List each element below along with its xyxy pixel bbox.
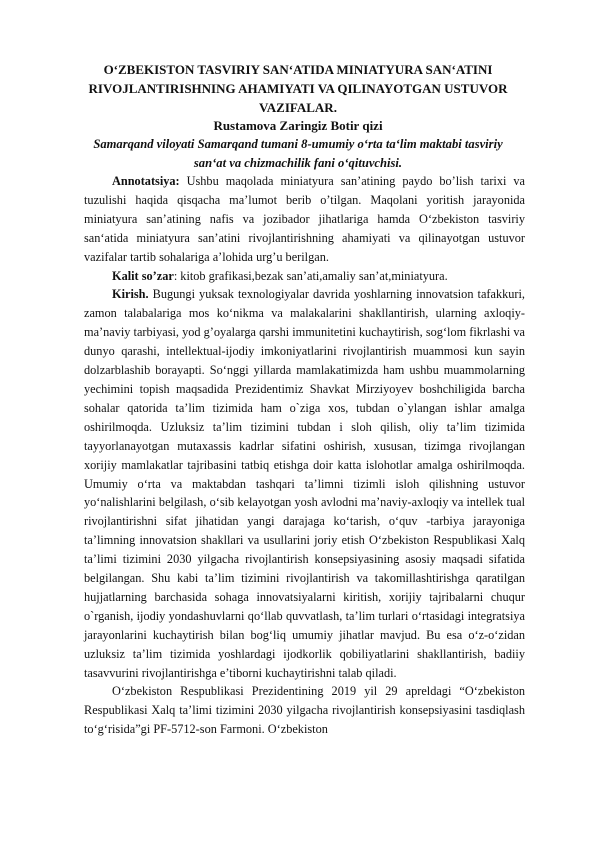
intro-text: Bugungi yuksak texnologiyalar davrida yoshlarning innovatsion tafakkuri, zamon talabalariga mos ko‘nikma va malakalarini shakllantirish, ularning axloqiy-ma’naviy tarbiyasi, yod g’oyalarga qarshi immunitetini kuchaytirish, sog‘lom fikrlashi va dunyo qarashi, intellektual-ijodiy imkoniyatlarini rivojlantirish muammosi kun sayin dolzarblashib borayapti. So‘nggi yillarda mamlakatimizda ham ushbu muammolarning yechimini topish maqsadida Prezidentimiz Shavkat Mirziyoyev boshchiligida barcha sohalar qatorida ta’lim tizimida ham o`ziga xos, tubdan o`ylangan ishlar amalga oshirilmoqda. Uzluksiz ta’lim tizimini tubdan i sloh qilish, oliy ta’lim tizimida tayyorlanayotgan mutaxassis kadrlar sifatini oshirish, xususan, tizimga rivojlangan xorijiy mamlakatlar tajribasini tatbiq etishga doir katta islohotlar amalga oshirilmoqda. Umumiy o‘rta va maktabdan tashqari ta’limni tizimli isloh qilishning ustuvor yo‘nalishlarini belgilash, o‘sib kelayotgan yosh avlodni ma’naviy-axloqiy va intellek tual rivojlantirishni sifat jihatidan yangi darajaga ko‘tarish, o‘quv -tarbiya jarayoniga ta’limning innovatsion shakllari va usullarini joriy etish O‘zbekiston Respublikasi Xalq ta’limi tizimini 2030 yilgacha rivojlantirish konsepsiyasining asosiy maqsadi sifatida belgilangan. Shu kabi ta’lim tizimini rivojlantirish va takomillashtirishga qaratilgan hujjatlarning barchasida sohaga innovatsiyalarni kiritish, xorijiy tajribalarni chuqur o`rganish, ijodiy yondashuvlarni qo‘llab quvvatlash, ta’lim turlari o‘rtasidagi integratsiya jarayonlarini kuchaytirish bilan bog‘liq umumiy jihatlar mavjud. Bu esa o‘z-o‘zidan uzluksiz ta’lim tizimida yoshlardagi ijodkorlik qobiliyatlarini shakllantirish, badiiy tasavvurini rivojlantirishga e’tiborni kuchaytirishni talab qiladi. xyxy=(84,287,525,680)
author-affiliation: Samarqand viloyati Samarqand tumani 8-umumiy o‘rta ta‘lim maktabi tasviriy san‘at va chizmachilik fani o‘qituvchisi. xyxy=(93,137,503,170)
author-name: Rustamova Zaringiz Botir qizi xyxy=(213,118,383,133)
keywords-label: Kalit so’zar xyxy=(112,268,174,283)
paper-title: O‘ZBEKISTON TASVIRIY SAN‘ATIDA MINIATYURA SAN‘ATINI RIVOJLANTIRISHNING AHAMIYATI VA QILINAYOTGAN USTUVOR VAZIFALAR. xyxy=(88,62,508,115)
paper-body xyxy=(84,172,525,739)
annotation-text: Ushbu maqolada miniatyura san’atining paydo bo’lish tarixi va tuzulishi haqida qisqacha ma’lumot berib o’tilgan. Maqolani yoritish jarayonida miniatyura san’atining nafis va jozibador jihatlariga hamda O‘zbekiston tasviriy san‘atida miniatyura san’atini rivojlantirishning ahamiyati va qilinayotgan ustuvor vazifalar tartib sohalariga a’lohida urg’u berilgan. xyxy=(84,174,525,264)
keywords-text: : kitob grafikasi,bezak san’ati,amaliy san’at,miniatyura. xyxy=(173,268,448,283)
intro-label: Kirish. xyxy=(112,287,149,302)
annotation-label: Annotatsiya: xyxy=(112,174,180,188)
keywords-paragraph xyxy=(84,267,525,286)
intro-paragraph xyxy=(84,285,525,682)
annotation-paragraph xyxy=(84,172,525,267)
closing-paragraph: O‘zbekiston Respublikasi Prezidentining 2019 yil 29 apreldagi “O‘zbekiston Respublikasi Xalq ta’limi tizimini 2030 yilgacha rivojlantirish konsepsiyasini tasdiqlash to‘g‘risida”gi PF-5712-son Farmoni. O‘zbekiston xyxy=(84,684,525,737)
